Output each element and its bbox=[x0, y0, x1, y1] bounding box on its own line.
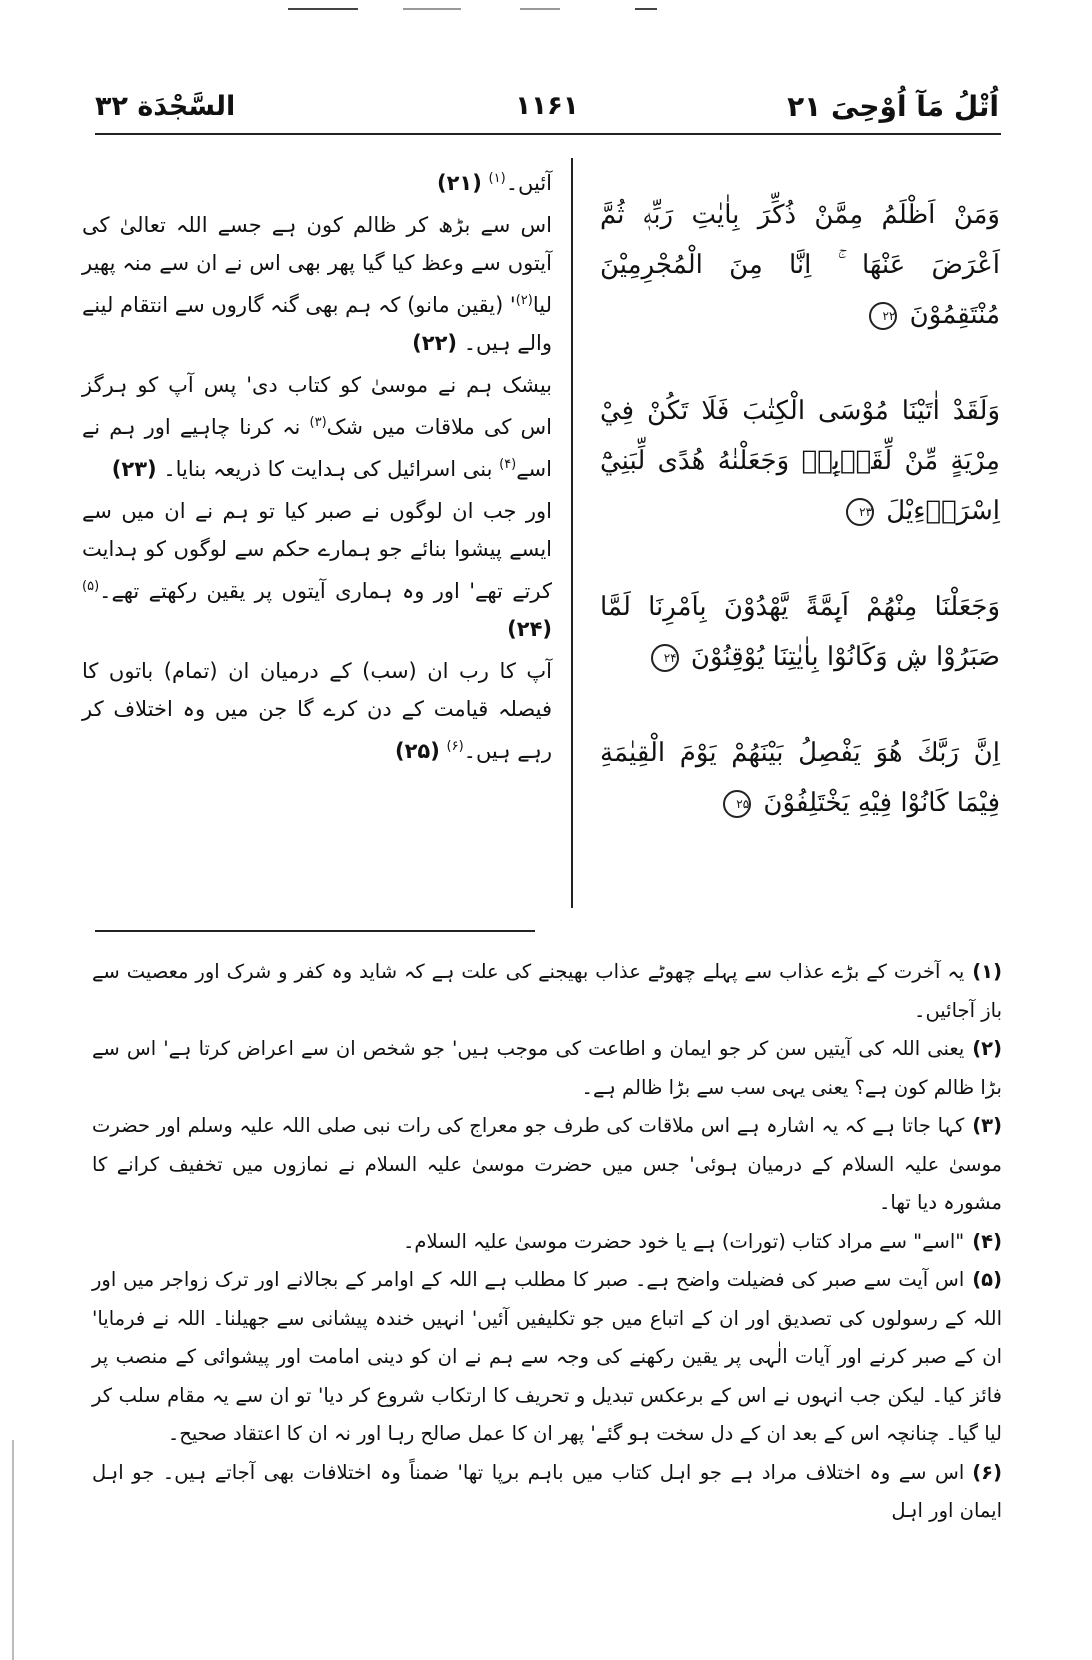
scan-artifact bbox=[520, 8, 560, 10]
ayah bbox=[600, 728, 1000, 828]
page-header bbox=[95, 82, 999, 130]
footnote-ref: (۱) bbox=[488, 171, 506, 186]
ayah-text: وَمَنْ اَظْلَمُ مِمَّنْ ذُكِّرَ بِاٰيٰتِ رَبِّهٖ ثُمَّ اَعْرَضَ عَنْهَا ۚ اِنَّا مِنَ الْمُجْرِمِيْنَ مُنْتَقِمُوْنَ bbox=[600, 200, 1000, 330]
footnote-number: (۴) bbox=[972, 1229, 1002, 1253]
verse-number: (۲۱) bbox=[437, 171, 482, 195]
footnote-ref: (۲) bbox=[515, 293, 533, 308]
translation-text: اس سے بڑھ کر ظالم کون ہے جسے اللہ تعالیٰ کی آیتوں سے وعظ کیا گیا پھر بھی اس نے ان سے منہ پھیر لیا bbox=[82, 213, 552, 317]
footnote-ref: (۵) bbox=[82, 579, 100, 594]
page-number: ۱۱۶۱ bbox=[515, 91, 579, 121]
footnote-ref: (۳) bbox=[309, 415, 327, 430]
ayah-number: ۲۳ bbox=[846, 498, 874, 526]
translation-text: اور جب ان لوگوں نے صبر کیا تو ہم نے ان میں سے ایسے پیشوا بنائے جو ہمارے حکم سے لوگوں کو ہدایت کرتے تھے' اور وہ ہماری آیتوں پر یقین رکھتے تھے۔ bbox=[82, 499, 552, 603]
footnote bbox=[92, 1223, 1002, 1262]
scan-edge bbox=[12, 1440, 14, 1660]
footnote-text: یہ آخرت کے بڑے عذاب سے پہلے چھوٹے عذاب بھیجنے کی علت ہے کہ شاید وہ کفر و شرک اور معصیت سے باز آجائیں۔ bbox=[92, 960, 1002, 1022]
footnote-text: اس سے وہ اختلاف مراد ہے جو اہل کتاب میں باہم برپا تھا' ضمناً وہ اختلافات بھی آجاتے ہیں۔ جو اہل ایمان اور اہل bbox=[92, 1460, 1002, 1522]
translation-verse bbox=[82, 160, 552, 202]
translation-verse bbox=[82, 652, 552, 770]
arabic-column bbox=[600, 190, 1000, 874]
scan-artifact bbox=[635, 8, 657, 10]
translation-text: بنی اسرائیل کی ہدایت کا ذریعہ بنایا۔ bbox=[163, 457, 493, 481]
verse-number: (۲۵) bbox=[394, 739, 440, 763]
footnote-text: یعنی اللہ کی آیتیں سن کر جو ایمان و اطاعت کی موجب ہیں' جو شخص ان سے اعراض کرتا ہے' اس سے بڑا ظالم کون ہے؟ یعنی یہی سب سے بڑا ظالم ہے۔ bbox=[92, 1037, 1002, 1099]
ayah-text: اِنَّ رَبَّكَ هُوَ يَفْصِلُ بَيْنَهُمْ يَوْمَ الْقِيٰمَةِ فِيْمَا كَانُوْا فِيْهِ يَخْتَلِفُوْنَ bbox=[600, 738, 1000, 818]
ayah-text: وَجَعَلْنَا مِنْهُمْ اَىِٕمَّةً يَّهْدُوْنَ بِاَمْرِنَا لَمَّا صَبَرُوْا ڜ وَكَانُوْا بِاٰيٰتِنَا يُوْقِنُوْنَ bbox=[600, 592, 1000, 672]
footnote bbox=[92, 1454, 1002, 1531]
ayah-number: ۲۵ bbox=[723, 790, 751, 818]
translation-text: ' (یقین مانو) کہ ہم بھی گنہ گاروں سے انتقام لینے والے ہیں۔ bbox=[82, 293, 552, 355]
footnote-number: (۵) bbox=[972, 1268, 1002, 1291]
footnote-rule bbox=[95, 930, 535, 932]
juz-title: اُتْلُ مَآ اُوْحِیَ ۲۱ bbox=[787, 89, 999, 123]
footnote-ref: (۶) bbox=[446, 739, 464, 754]
translation-text: آئیں۔ bbox=[505, 171, 552, 195]
footnote-text: کہا جاتا ہے کہ یہ اشارہ ہے اس ملاقات کی طرف جو معراج کی رات نبی صلی اللہ علیہ وسلم اور حضرت موسیٰ علیہ السلام کے درمیان ہوئی' جس میں حضرت موسیٰ علیہ السلام نے نمازوں میں تخفیف کرانے کا مشورہ دیا تھا۔ bbox=[92, 1114, 1002, 1214]
translation-verse bbox=[82, 366, 552, 488]
footnote bbox=[92, 953, 1002, 1030]
verse-number: (۲۲) bbox=[412, 331, 458, 355]
translation-text: بیشک ہم نے موسیٰ کو کتاب دی' پس آپ کو ہرگز اس کی ملاقات میں شک bbox=[82, 373, 552, 439]
footnote-text: "اسے" سے مراد کتاب (تورات) ہے یا خود حضرت موسیٰ علیہ السلام۔ bbox=[402, 1229, 965, 1253]
footnote-ref: (۴) bbox=[499, 457, 517, 472]
footnote-text: اس آیت سے صبر کی فضیلت واضح ہے۔ صبر کا مطلب ہے اللہ کے اوامر کے بجالانے اور ترک زواجر میں اور اللہ کے رسولوں کی تصدیق اور ان کے اتباع میں جو تکلیفیں آئیں' انہیں خندہ پیشانی سے جھیلنا۔ اللہ نے فرمایا' ان کے صبر کرنے اور آیات الٰہی پر یقین رکھنے کی وجہ سے ہم نے ان کو دینی امامت اور پیشوائی کے منصب پر فائز کیا۔ لیکن جب انہوں نے اس کے برعکس تبدیل و تحریف کا ارتکاب شروع کر دیا' تو ان سے یہ مقام سلب کر لیا گیا۔ چنانچہ اس کے بعد ان کے دل سخت ہو گئے' پھر ان کا عمل صالح رہا اور نہ ان کا اعتقاد صحیح۔ bbox=[92, 1268, 1002, 1445]
verse-number: (۲۴) bbox=[507, 617, 552, 641]
ayah bbox=[600, 386, 1000, 536]
surah-title: السَّجْدَة ۳۲ bbox=[95, 90, 236, 122]
footnote-number: (۱) bbox=[972, 960, 1002, 983]
ayah bbox=[600, 582, 1000, 682]
translation-verse bbox=[82, 206, 552, 362]
translation-column bbox=[82, 160, 552, 774]
column-divider bbox=[571, 158, 573, 908]
footnotes bbox=[92, 953, 1002, 1531]
verse-number: (۲۳) bbox=[111, 457, 157, 481]
footnote-number: (۶) bbox=[972, 1460, 1002, 1484]
translation-verse bbox=[82, 492, 552, 648]
translation-text: نہ کرنا چاہیے اور ہم نے اسے bbox=[82, 415, 552, 481]
scan-artifact bbox=[403, 8, 461, 10]
ayah-number: ۲۲ bbox=[869, 302, 897, 330]
ayah bbox=[600, 190, 1000, 340]
ayah-number: ۲۴ bbox=[651, 644, 679, 672]
header-rule bbox=[95, 133, 1001, 135]
footnote bbox=[92, 1030, 1002, 1107]
footnote bbox=[92, 1261, 1002, 1454]
footnote-number: (۲) bbox=[972, 1037, 1002, 1060]
ayah-text: وَلَقَدْ اٰتَيْنَا مُوْسَى الْكِتٰبَ فَلَا تَكُنْ فِيْ مِرْيَةٍ مِّنْ لِّقَاۗىِٕهٖ وَجَعَلْنٰهُ هُدًى لِّبَنِيْٓ اِسْرَاۗءِيْلَ bbox=[600, 396, 1000, 526]
scan-artifact bbox=[288, 8, 358, 10]
footnote-number: (۳) bbox=[972, 1114, 1002, 1137]
translation-text: آپ کا رب ان (سب) کے درمیان ان (تمام) باتوں کا فیصلہ قیامت کے دن کرے گا جن میں وہ اختلاف کر رہے ہیں۔ bbox=[82, 659, 552, 763]
footnote bbox=[92, 1107, 1002, 1223]
